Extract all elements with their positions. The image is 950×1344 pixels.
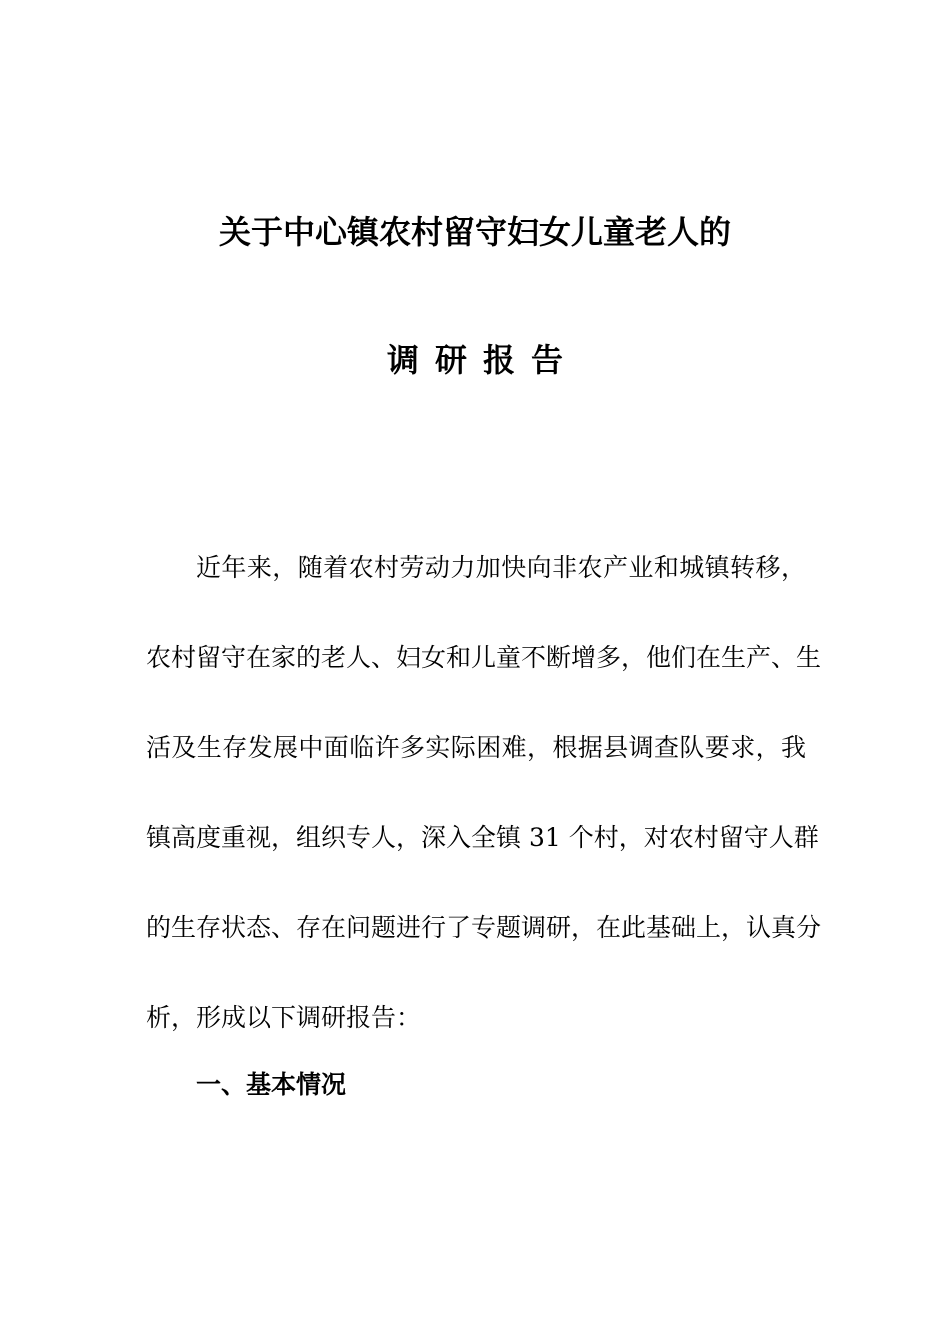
intro-paragraph-line: 近年来，随着农村劳动力加快向非农产业和城镇转移，	[196, 553, 806, 582]
intro-paragraph-line: 镇高度重视，组织专人，深入全镇 31 个村，对农村留守人群	[146, 823, 819, 852]
section-heading-basic-situation: 一、基本情况	[196, 1070, 347, 1099]
document-title-line-1: 关于中心镇农村留守妇女儿童老人的	[218, 213, 731, 251]
intro-paragraph-line: 析，形成以下调研报告：	[146, 1003, 422, 1032]
intro-paragraph-line: 活及生存发展中面临许多实际困难，根据县调查队要求，我	[146, 733, 806, 762]
document-title-line-2: 调研报告	[386, 341, 579, 379]
intro-paragraph-line: 的生存状态、存在问题进行了专题调研，在此基础上，认真分	[146, 913, 822, 942]
intro-paragraph-line: 农村留守在家的老人、妇女和儿童不断增多，他们在生产、生	[146, 643, 822, 672]
